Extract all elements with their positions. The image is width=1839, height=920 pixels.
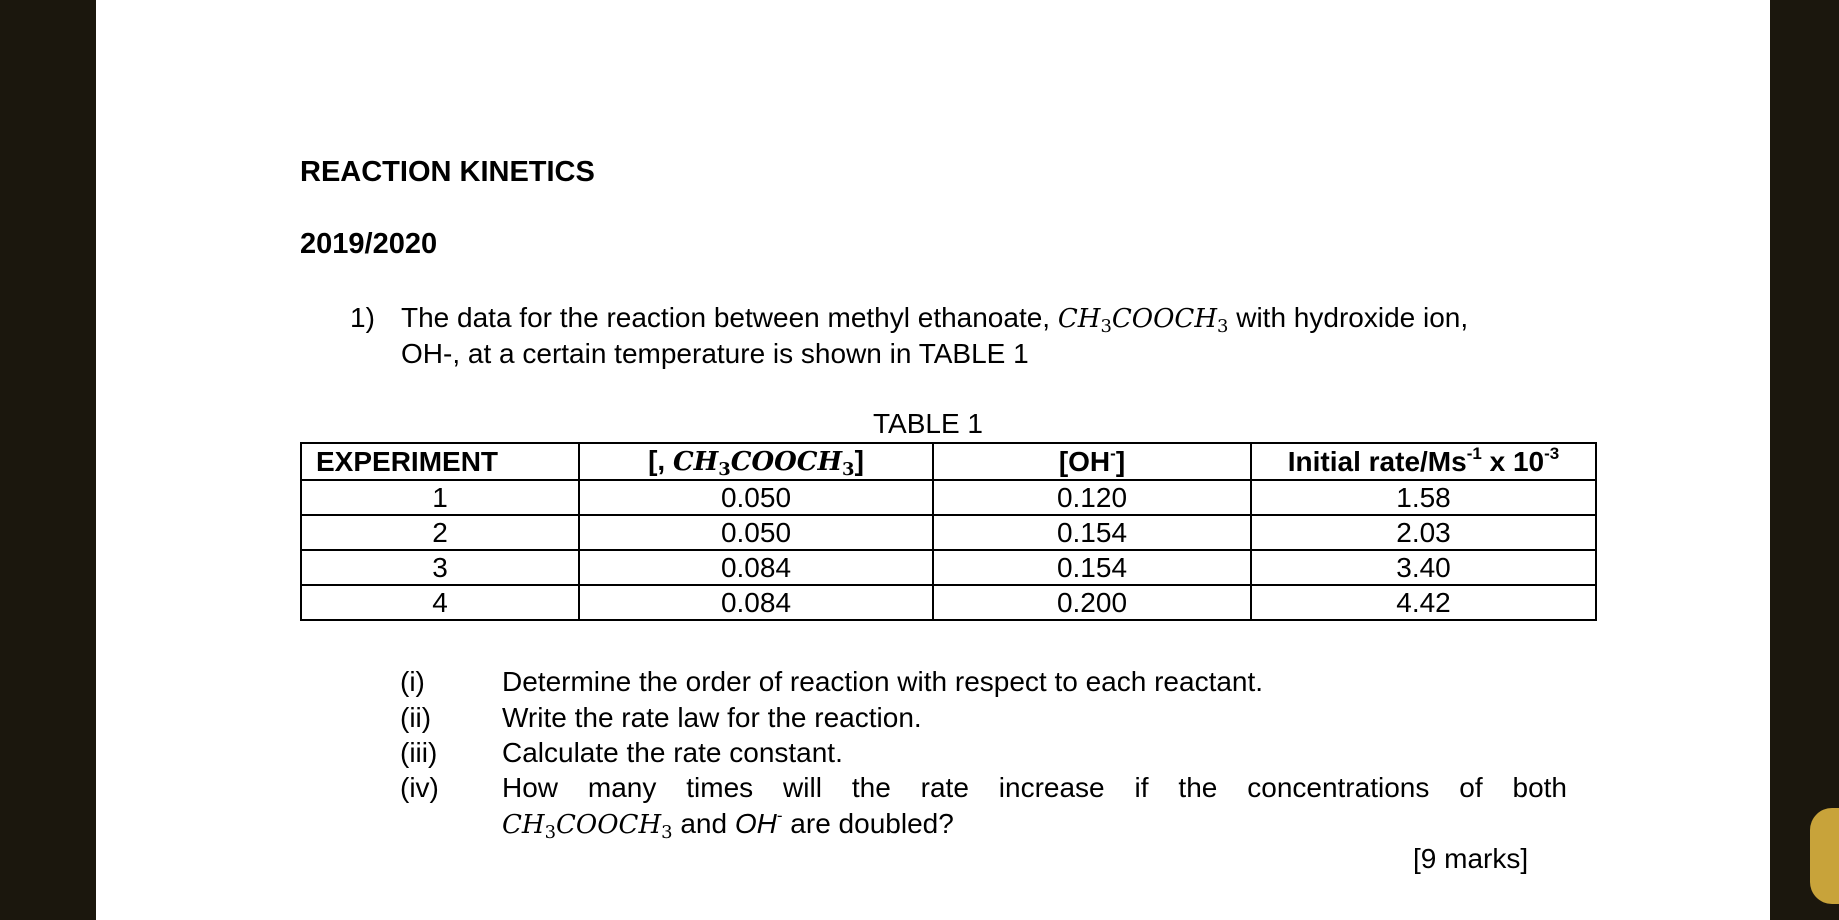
cell-hydroxide: 0.120	[933, 480, 1251, 515]
table-row	[301, 550, 1596, 585]
cell-experiment: 4	[301, 585, 579, 620]
question-text-b: with hydroxide ion,	[1228, 302, 1469, 333]
cell-concentration: 0.084	[579, 585, 933, 620]
question-line-1	[401, 302, 1469, 337]
header-initial-rate: Initial rate/$Ms^{-1}$ x $10^{-3}$	[1251, 443, 1596, 480]
cell-rate: 1.58	[1251, 480, 1596, 515]
header-hydroxide: [OH-]	[933, 443, 1251, 480]
cell-hydroxide: 0.200	[933, 585, 1251, 620]
subquestion-text: Determine the order of reaction with respect to each reactant.	[502, 666, 1264, 697]
document-year: 2019/2020	[300, 228, 438, 260]
table-header-row	[301, 443, 1596, 480]
cell-hydroxide: 0.154	[933, 515, 1251, 550]
subquestion-continuation: $CH_3COOCH_3$ and OH- are doubled?	[502, 806, 954, 843]
question-number: 1)	[350, 302, 375, 333]
subquestion-number: (iv)	[400, 772, 439, 803]
cell-concentration: 0.050	[579, 480, 933, 515]
document-title: REACTION KINETICS	[300, 156, 595, 188]
cell-hydroxide: 0.154	[933, 550, 1251, 585]
subquestion-text: Write the rate law for the reaction.	[502, 702, 922, 733]
cell-concentration: 0.050	[579, 515, 933, 550]
header-concentration: [, $CH_3COOCH_3$]	[579, 443, 933, 480]
question-line-2: OH-, at a certain temperature is shown in TABLE 1	[401, 338, 1029, 369]
subquestion-number: (iii)	[400, 737, 438, 768]
data-table	[300, 442, 1597, 621]
cell-concentration: 0.084	[579, 550, 933, 585]
question-formula: $CH_3COOCH_3$	[1057, 304, 1229, 337]
cell-experiment: 2	[301, 515, 579, 550]
table-row	[301, 585, 1596, 620]
side-panel-tab[interactable]	[1810, 808, 1839, 904]
subquestion-text: How many times will the rate increase if the concentrations of both	[502, 772, 1567, 803]
subquestion-text: Calculate the rate constant.	[502, 737, 843, 768]
cell-experiment: 3	[301, 550, 579, 585]
table-row	[301, 480, 1596, 515]
cell-rate: 2.03	[1251, 515, 1596, 550]
header-experiment: EXPERIMENT	[301, 443, 579, 480]
table-caption: TABLE 1	[873, 408, 983, 439]
subquestion-number: (ii)	[400, 702, 432, 733]
table-row	[301, 515, 1596, 550]
cell-rate: 4.42	[1251, 585, 1596, 620]
subquestion-formula: $CH_3COOCH_3$	[502, 810, 673, 843]
cell-experiment: 1	[301, 480, 579, 515]
cell-rate: 3.40	[1251, 550, 1596, 585]
marks-label: [9 marks]	[1413, 843, 1529, 874]
subquestion-number: (i)	[400, 666, 425, 697]
question-text-a: The data for the reaction between methyl ethanoate,	[401, 302, 1058, 333]
